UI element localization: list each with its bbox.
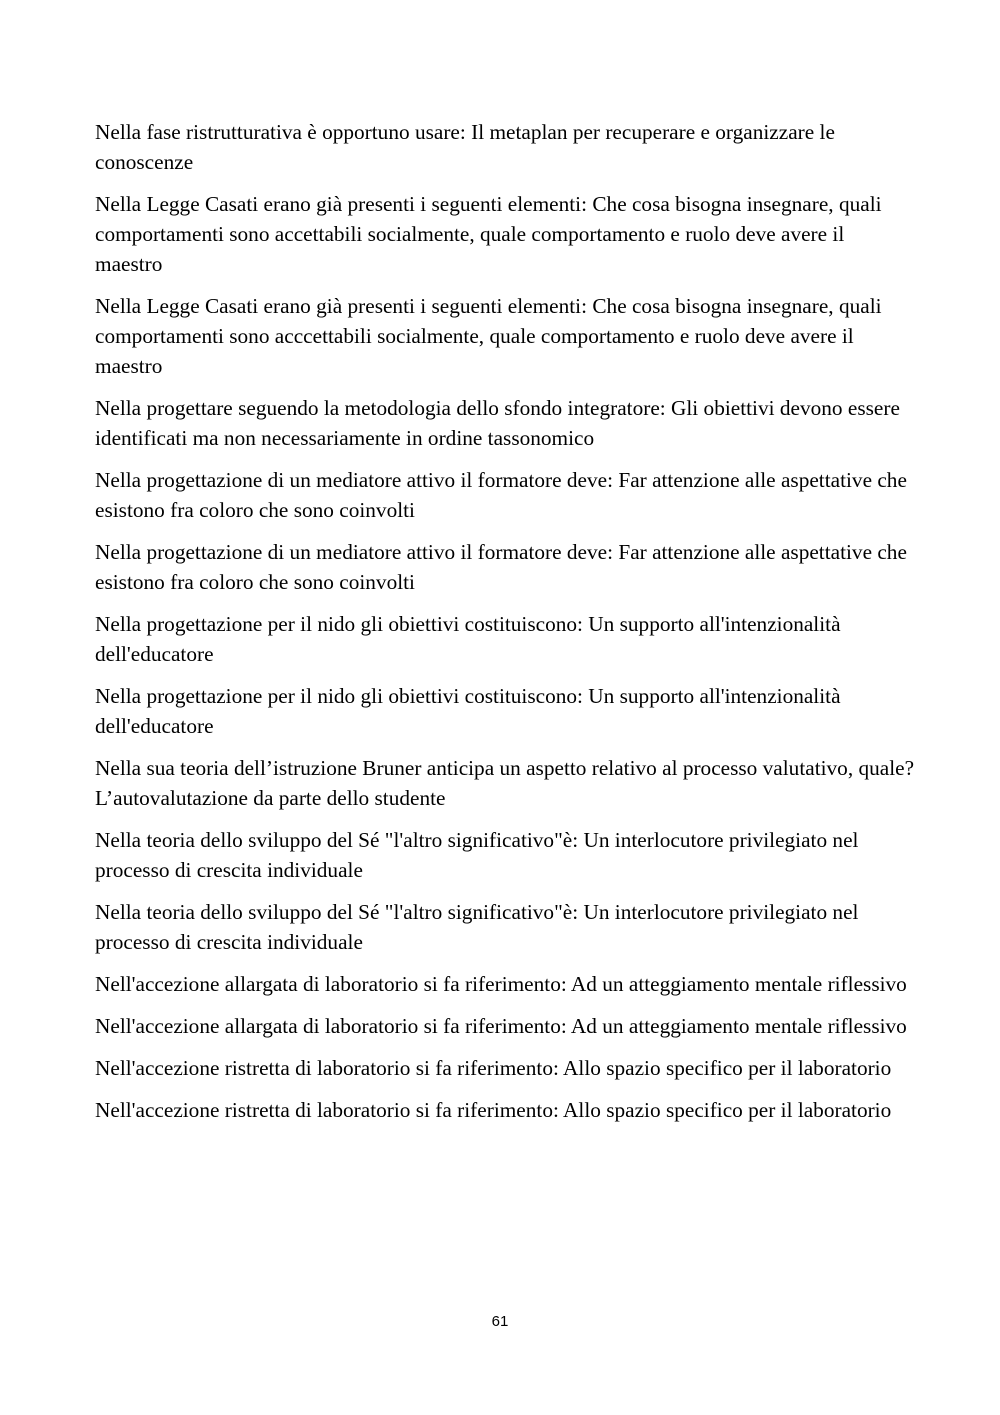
paragraph: Nella Legge Casati erano già presenti i seguenti elementi: Che cosa bisogna insegnare, quali comportamenti sono acccettabili socialmente, quale comportamento e ruolo deve avere il maestro — [95, 294, 882, 378]
paragraph: Nella progettazione per il nido gli obiettivi costituiscono: Un supporto all'intenzionalità dell'educatore — [95, 684, 841, 738]
paragraph: Nella sua teoria dell’istruzione Bruner anticipa un aspetto relativo al processo valutativo, quale? L’autovalutazione da parte dello studente — [95, 756, 915, 810]
paragraph: Nell'accezione allargata di laboratorio si fa riferimento: Ad un atteggiamento mentale riflessivo — [95, 1014, 907, 1038]
paragraph: Nella progettazione per il nido gli obiettivi costituiscono: Un supporto all'intenzionalità dell'educatore — [95, 612, 841, 666]
paragraph: Nella progettazione di un mediatore attivo il formatore deve: Far attenzione alle aspettative che esistono fra coloro che sono coinvolti — [95, 540, 907, 594]
page-content — [95, 117, 915, 1137]
paragraph: Nella fase ristrutturativa è opportuno usare: Il metaplan per recuperare e organizzare le conoscenze — [95, 120, 835, 174]
paragraph: Nella teoria dello sviluppo del Sé "l'altro significativo"è: Un interlocutore privilegiato nel processo di crescita individuale — [95, 900, 859, 954]
paragraph: Nella progettazione di un mediatore attivo il formatore deve: Far attenzione alle aspettative che esistono fra coloro che sono coinvolti — [95, 468, 907, 522]
paragraph: Nella teoria dello sviluppo del Sé "l'altro significativo"è: Un interlocutore privilegiato nel processo di crescita individuale — [95, 828, 859, 882]
paragraph: Nell'accezione ristretta di laboratorio si fa riferimento: Allo spazio specifico per il laboratorio — [95, 1056, 892, 1080]
page-number: 61 — [491, 1313, 509, 1330]
paragraph: Nell'accezione ristretta di laboratorio si fa riferimento: Allo spazio specifico per il laboratorio — [95, 1098, 892, 1122]
paragraph: Nell'accezione allargata di laboratorio si fa riferimento: Ad un atteggiamento mentale riflessivo — [95, 972, 907, 996]
paragraph: Nella Legge Casati erano già presenti i seguenti elementi: Che cosa bisogna insegnare, quali comportamenti sono accettabili socialmente, quale comportamento e ruolo deve avere il maestro — [95, 192, 882, 276]
paragraph: Nella progettare seguendo la metodologia dello sfondo integratore: Gli obiettivi devono essere identificati ma non necessariamente in ordine tassonomico — [95, 396, 900, 450]
